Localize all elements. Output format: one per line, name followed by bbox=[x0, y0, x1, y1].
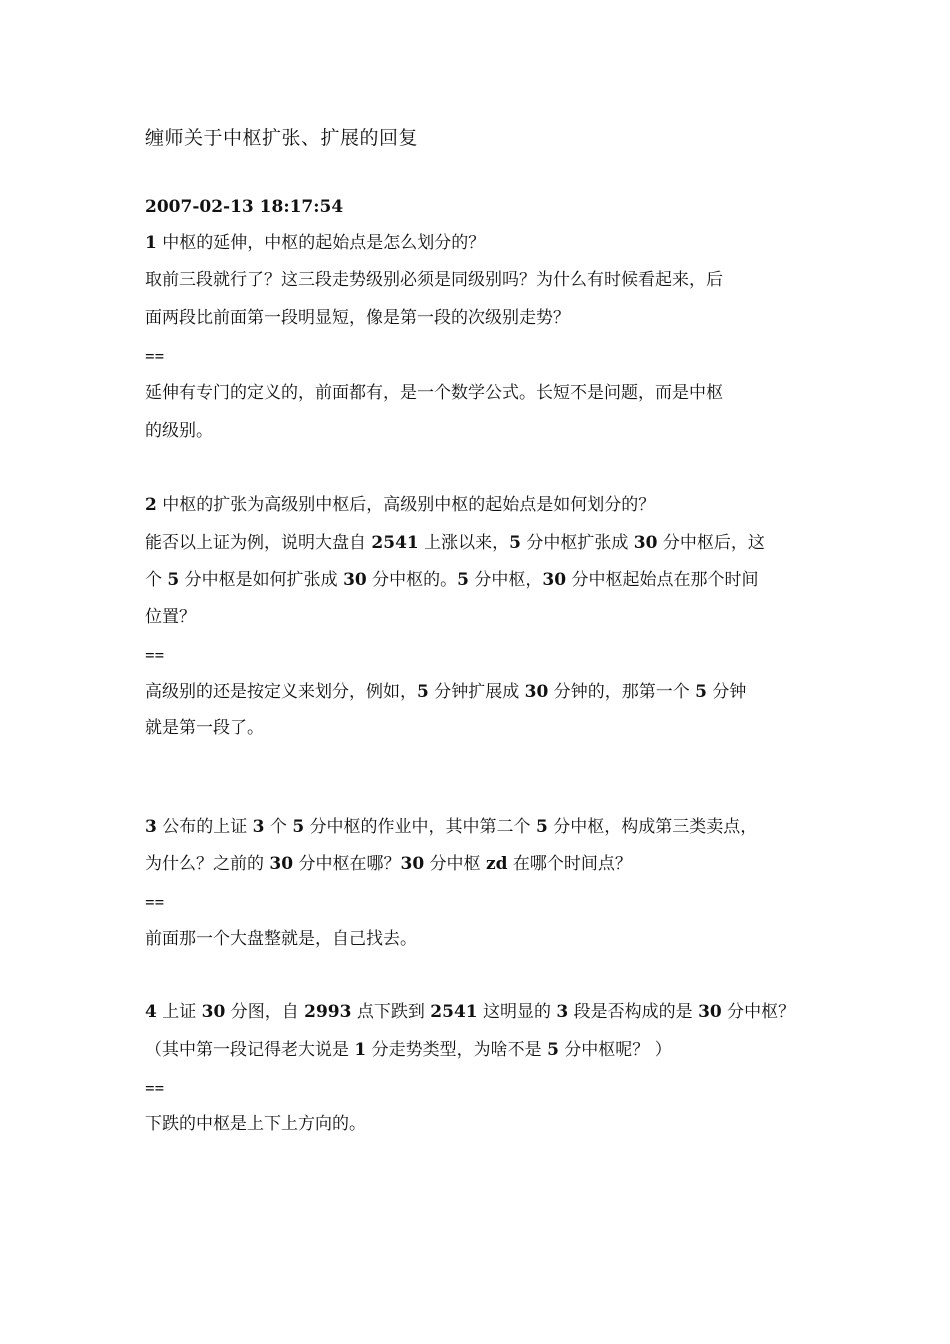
text-segment: 分中枢是如何扩张成 bbox=[184, 570, 338, 590]
text-segment: 分中枢后，这 bbox=[662, 533, 765, 553]
number-segment: 5 bbox=[509, 533, 521, 553]
number-segment: 3 bbox=[252, 817, 265, 837]
text-segment: 在哪个时间点？ bbox=[512, 854, 632, 874]
text-segment: （其中第一段记得老大说是 bbox=[145, 1040, 349, 1060]
question-number: 2 bbox=[145, 495, 157, 515]
number-segment: 5 bbox=[695, 682, 707, 702]
question-2-line-3 bbox=[145, 568, 758, 592]
number-segment: 30 bbox=[698, 1002, 722, 1022]
text-segment: 分中枢， bbox=[474, 570, 543, 590]
number-segment: 30 bbox=[201, 1002, 226, 1022]
number-segment: 1 bbox=[354, 1040, 367, 1060]
question-number: 4 bbox=[145, 1002, 157, 1022]
answer-separator: == bbox=[145, 893, 165, 912]
text-segment: 分中枢呢？ ） bbox=[564, 1040, 672, 1060]
question-3-line-2 bbox=[145, 852, 632, 876]
post-timestamp bbox=[145, 195, 343, 219]
text-segment: 分中枢扩张成 bbox=[526, 533, 629, 553]
number-segment: 30 bbox=[633, 533, 658, 553]
text-segment: 为什么？之前的 bbox=[145, 854, 264, 874]
text-segment: 上证 bbox=[162, 1002, 197, 1022]
text-segment: 段是否构成的是 bbox=[573, 1002, 693, 1022]
question-3-line-1 bbox=[145, 815, 757, 839]
number-segment: 5 bbox=[535, 817, 548, 837]
number-segment: 2541 bbox=[430, 1002, 478, 1022]
number-segment: zd bbox=[485, 854, 508, 874]
text-segment: 分中枢 bbox=[429, 854, 481, 874]
question-2-line-4: 位置？ bbox=[145, 607, 196, 627]
number-segment: 30 bbox=[524, 682, 549, 702]
text-segment: 分中枢？ bbox=[727, 1002, 796, 1022]
question-1-line-3: 面两段比前面第一段明显短，像是第一段的次级别走势？ bbox=[145, 308, 570, 328]
text-segment: 这明显的 bbox=[483, 1002, 552, 1022]
number-segment: 30 bbox=[343, 570, 367, 590]
number-segment: 5 bbox=[292, 817, 305, 837]
text-segment: 点下跌到 bbox=[356, 1002, 425, 1022]
question-2-line-2 bbox=[145, 531, 765, 555]
text-segment: 分走势类型，为啥不是 bbox=[371, 1040, 542, 1060]
number-segment: 5 bbox=[167, 570, 180, 590]
question-1-line-1 bbox=[145, 231, 485, 255]
answer-2-line-2: 就是第一段了。 bbox=[145, 718, 264, 738]
text-segment: 分中枢的作业中，其中第二个 bbox=[309, 817, 531, 837]
answer-separator: == bbox=[145, 1079, 165, 1098]
document-title: 缠师关于中枢扩张、扩展的回复 bbox=[145, 127, 419, 149]
answer-2-line-1 bbox=[145, 680, 746, 704]
question-number: 3 bbox=[145, 817, 157, 837]
answer-separator: == bbox=[145, 646, 165, 665]
number-segment: 30 bbox=[400, 854, 425, 874]
timestamp-text: 2007-02-13 18:17:54 bbox=[145, 197, 344, 217]
number-segment: 2993 bbox=[304, 1002, 352, 1022]
number-segment: 5 bbox=[417, 682, 429, 702]
answer-1-line-2: 的级别。 bbox=[145, 421, 213, 441]
number-segment: 5 bbox=[457, 570, 469, 590]
number-segment: 3 bbox=[556, 1002, 569, 1022]
number-segment: 5 bbox=[547, 1040, 559, 1060]
question-1-line-2: 取前三段就行了？这三段走势级别必须是同级别吗？为什么有时候看起来，后 bbox=[145, 270, 723, 290]
text-segment: 个 bbox=[269, 817, 287, 837]
number-segment: 30 bbox=[269, 854, 294, 874]
answer-3-line-1: 前面那一个大盘整就是，自己找去。 bbox=[145, 929, 417, 949]
text-segment: 上涨以来， bbox=[424, 533, 510, 553]
text-segment: 分中枢的。 bbox=[372, 570, 458, 590]
answer-separator: == bbox=[145, 347, 165, 366]
answer-4-line-1: 下跌的中枢是上下上方向的。 bbox=[145, 1114, 366, 1134]
number-segment: 30 bbox=[542, 570, 567, 590]
text-segment: 分钟 bbox=[712, 682, 747, 702]
text-segment: 能否以上证为例，说明大盘自 bbox=[145, 533, 366, 553]
question-2-line-1 bbox=[145, 493, 655, 517]
text-segment: 分中枢在哪？ bbox=[298, 854, 401, 874]
question-text: 中枢的延伸，中枢的起始点是怎么划分的？ bbox=[162, 233, 486, 253]
question-4-line-2 bbox=[145, 1038, 672, 1062]
text-segment: 分钟的，那第一个 bbox=[553, 682, 690, 702]
text-segment: 分中枢，构成第三类卖点， bbox=[553, 817, 758, 837]
answer-1-line-1: 延伸有专门的定义的，前面都有，是一个数学公式。长短不是问题，而是中枢 bbox=[145, 383, 723, 403]
text-segment: 高级别的还是按定义来划分，例如， bbox=[145, 682, 417, 702]
number-segment: 2541 bbox=[371, 533, 419, 553]
text-segment: 个 bbox=[145, 570, 162, 590]
text-segment: 分钟扩展成 bbox=[434, 682, 520, 702]
text-segment: 分中枢起始点在那个时间 bbox=[571, 570, 759, 590]
text-segment: 分图，自 bbox=[230, 1002, 299, 1022]
question-text: 中枢的扩张为高级别中枢后，高级别中枢的起始点是如何划分的？ bbox=[162, 495, 656, 515]
question-number: 1 bbox=[145, 233, 157, 253]
text-segment: 公布的上证 bbox=[162, 817, 248, 837]
question-4-line-1 bbox=[145, 1000, 795, 1024]
